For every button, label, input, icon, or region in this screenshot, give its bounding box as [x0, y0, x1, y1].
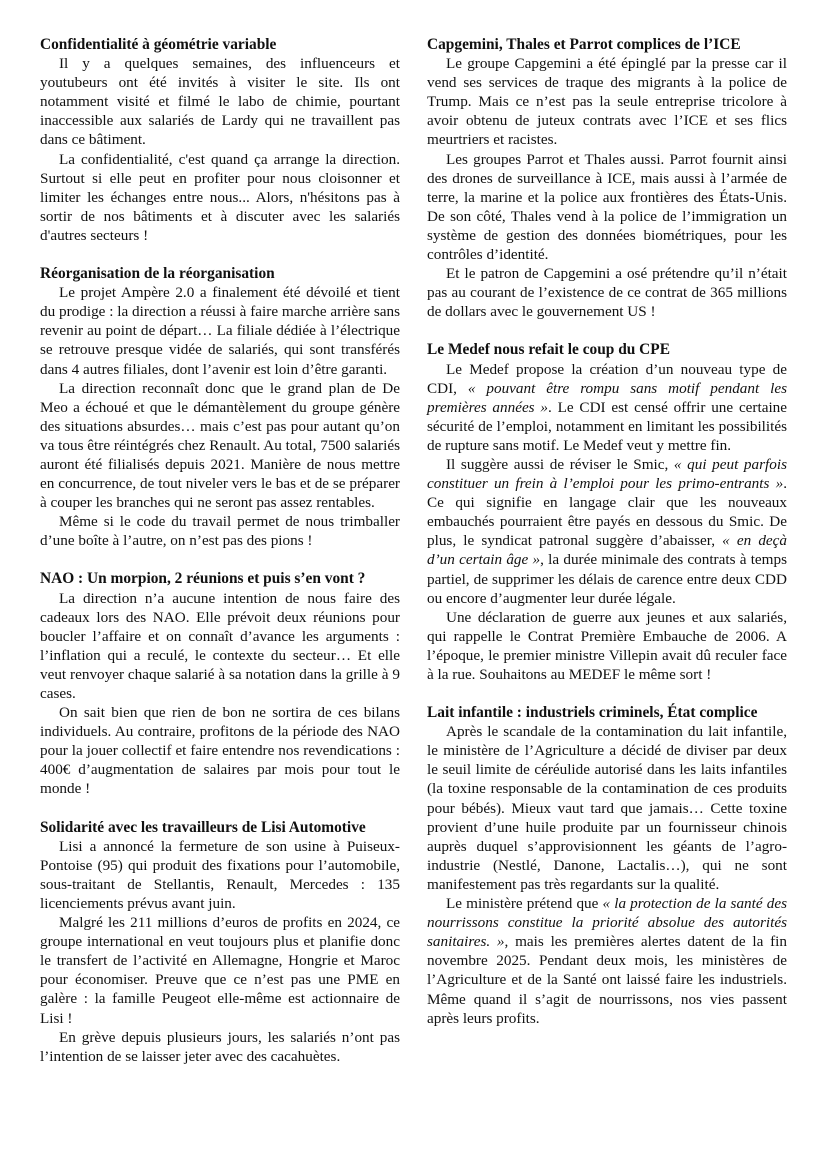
article-paragraph: Le projet Ampère 2.0 a finalement été dévoilé et tient du prodige : la direction a réussi à faire marche arrière sans revenir au point de départ… La filiale dédiée à l’électrique se retrouve presque vidée de salariés, qui sont transférés dans 4 autres filiales, dont l’avenir est loin d’être garanti.: [40, 284, 400, 378]
article-paragraph: Malgré les 211 millions d’euros de profits en 2024, ce groupe international en veut toujours plus et planifie donc le transfert de l’activité en Allemagne, Hongrie et Maroc pour économiser. Preuve que ce n’est pas une PME en galère : la famille Peugeot elle-même est actionnaire de Lisi !: [40, 914, 400, 1027]
right-column: [427, 35, 787, 1047]
article-title: Solidarité avec les travailleurs de Lisi Automotive: [40, 818, 366, 836]
article-title: Capgemini, Thales et Parrot complices de l’ICE: [427, 36, 741, 53]
left-column: [40, 35, 400, 1085]
article-paragraph: Même si le code du travail permet de nous trimballer d’une boîte à l’autre, on n’est pas des pions !: [40, 513, 400, 550]
article-title: Lait infantile : industriels criminels, État complice: [427, 704, 758, 722]
article-paragraph: [427, 455, 787, 608]
article-capgemini-ice: [427, 35, 787, 321]
article-paragraph: On sait bien que rien de bon ne sortira de ces bilans individuels. Au contraire, profitons de la période des NAO pour la jouer collectif et faire entendre nos revendications : 400€ d’augmentation de salaires par mois pour tout le monde !: [40, 704, 400, 798]
article-paragraph: En grève depuis plusieurs jours, les salariés n’ont pas l’intention de se laisser jeter avec des cacahuètes.: [40, 1028, 400, 1065]
article-title: Réorganisation de la réorganisation: [40, 265, 275, 283]
article-confidentialite: [40, 35, 400, 245]
text-run: . Ce qui signifie en langage clair que les nouveaux embauchés pourraient être payés en dessous du Smic. De plus, le syndicat patronal suggère d’abaisser,: [427, 475, 787, 550]
text-run: Il suggère aussi de réviser le Smic,: [446, 455, 674, 473]
article-paragraph: [427, 360, 787, 455]
article-medef-cpe: [427, 340, 787, 684]
article-title: Confidentialité à géométrie variable: [40, 36, 277, 53]
article-paragraph: La direction n’a aucune intention de nous faire des cadeaux lors des NAO. Elle prévoit deux réunions pour boucler l’affaire et on connaît d’avance les arguments : l’inflation qui a reculé, le contexte du secteur… Et elle veut renvoyer chaque salarié à sa notation dans la grille à 9 cases.: [40, 589, 400, 702]
article-paragraph: Les groupes Parrot et Thales aussi. Parrot fournit ainsi des drones de surveillance à ICE, mais aussi à l’armée de terre, la marine et la police aux frontières des États-Unis. De son côté, Thales vend à la police de l’immigration un système de gestion des données biométriques, pour les contrôles d’identité.: [427, 150, 787, 264]
text-run: Le Medef propose la création d’un nouveau type de CDI,: [427, 360, 787, 397]
text-run: Le ministère prétend que: [446, 895, 603, 913]
text-run: , la durée minimale des contrats à temps partiel, de supprimer les délais de carence entre deux CDD ou encore d’augmenter leur durée légale.: [427, 551, 787, 607]
article-paragraph: La confidentialité, c'est quand ça arrange la direction. Surtout si elle peut en profiter pour nous cloisonner et limiter les échanges entre nous... Alors, n'hésitons pas à sortir de nos bâtiments et à discuter avec les salariés d'autres secteurs !: [40, 150, 400, 244]
article-paragraph: Après le scandale de la contamination du lait infantile, le ministère de l’Agriculture a décidé de diviser par deux le seuil limite de céréulide autorisé dans les laits infantiles (la toxine responsable de la contamination de ces produits pour bébés). Mieux vaut tard que jamais… Cette toxine provient d’une huile produite par un fournisseur chinois auprès duquel s’approvisionnent les géants de l’agro-industrie (Nestlé, Danone, Lactalis…), qui ne sont manifestement pas très regardants sur la qualité.: [427, 723, 787, 893]
article-paragraph: Le groupe Capgemini a été épinglé par la presse car il vend ses services de traque des migrants à la police de Trump. Mais ce n’est pas la seule entreprise tricolore à avoir obtenu de juteux contrats avec l’ICE et ses flics meurtriers et racistes.: [427, 55, 787, 149]
text-run: . Le CDI est censé offrir une certaine sécurité de l’emploi, notamment en limitant les possibilités de rupture sans motif. Le Medef veut y mettre fin.: [427, 398, 787, 454]
article-reorganisation: [40, 264, 400, 550]
quote: « qui peut parfois constituer un frein à l’emploi pour les primo-entrants »: [427, 455, 787, 493]
article-nao: [40, 569, 400, 798]
article-lait-infantile: [427, 703, 787, 1028]
article-title: Le Medef nous refait le coup du CPE: [427, 341, 670, 359]
article-paragraph: Une déclaration de guerre aux jeunes et aux salariés, qui rappelle le Contrat Première Embauche de 2006. A l’époque, le premier ministre Villepin avait dû reculer face à la rue. Souhaitons au MEDEF le même sort !: [427, 608, 787, 683]
article-paragraph: Il y a quelques semaines, des influenceurs et youtubeurs ont été invités à visiter le site. Ils ont notamment visité et filmé le labo de chimie, pourtant inaccessible aux salariés de Lardy qui ne travaillent pas dans ce bâtiment.: [40, 55, 400, 149]
article-paragraph: Et le patron de Capgemini a osé prétendre qu’il n’était pas au courant de l’existence de ce contrat de 365 millions de dollars avec le gouvernement US !: [427, 265, 787, 321]
article-title: NAO : Un morpion, 2 réunions et puis s’en vont ?: [40, 570, 366, 588]
quote: « en deçà d’un certain âge »: [427, 532, 787, 569]
quote: « la protection de la santé des nourrissons constitue la priorité absolue des autorités sanitaires. »: [427, 895, 787, 951]
article-paragraph: [427, 894, 787, 1028]
article-paragraph: Lisi a annoncé la fermeture de son usine à Puiseux-Pontoise (95) qui produit des fixations pour l’automobile, sous-traitant de Stellantis, Renault, Mercedes : 135 licenciements prévus avant juin.: [40, 837, 400, 912]
quote: « pouvant être rompu sans motif pendant les premières années »: [427, 379, 787, 416]
article-paragraph: La direction reconnaît donc que le grand plan de De Meo a échoué et que le démantèlement du groupe génère des situations absurdes… mais c’est pas pour autant qu’on va tous être réintégrés chez Renault. Au total, 7500 salariés auront été filialisés depuis 2021. Manière de nous mettre en concurrence, de tout niveler vers le bas et de se préparer à couper les branches qui ne seront pas assez rentables.: [40, 379, 400, 512]
article-lisi-automotive: [40, 818, 400, 1066]
text-run: , mais les premières alertes datent de la fin novembre 2025. Pendant deux mois, les ministères de l’Agriculture et de la Santé ont laissé faire les industriels. Même quand il s’agit de nourrissons, nos vies passent après leurs profits.: [427, 933, 787, 1027]
